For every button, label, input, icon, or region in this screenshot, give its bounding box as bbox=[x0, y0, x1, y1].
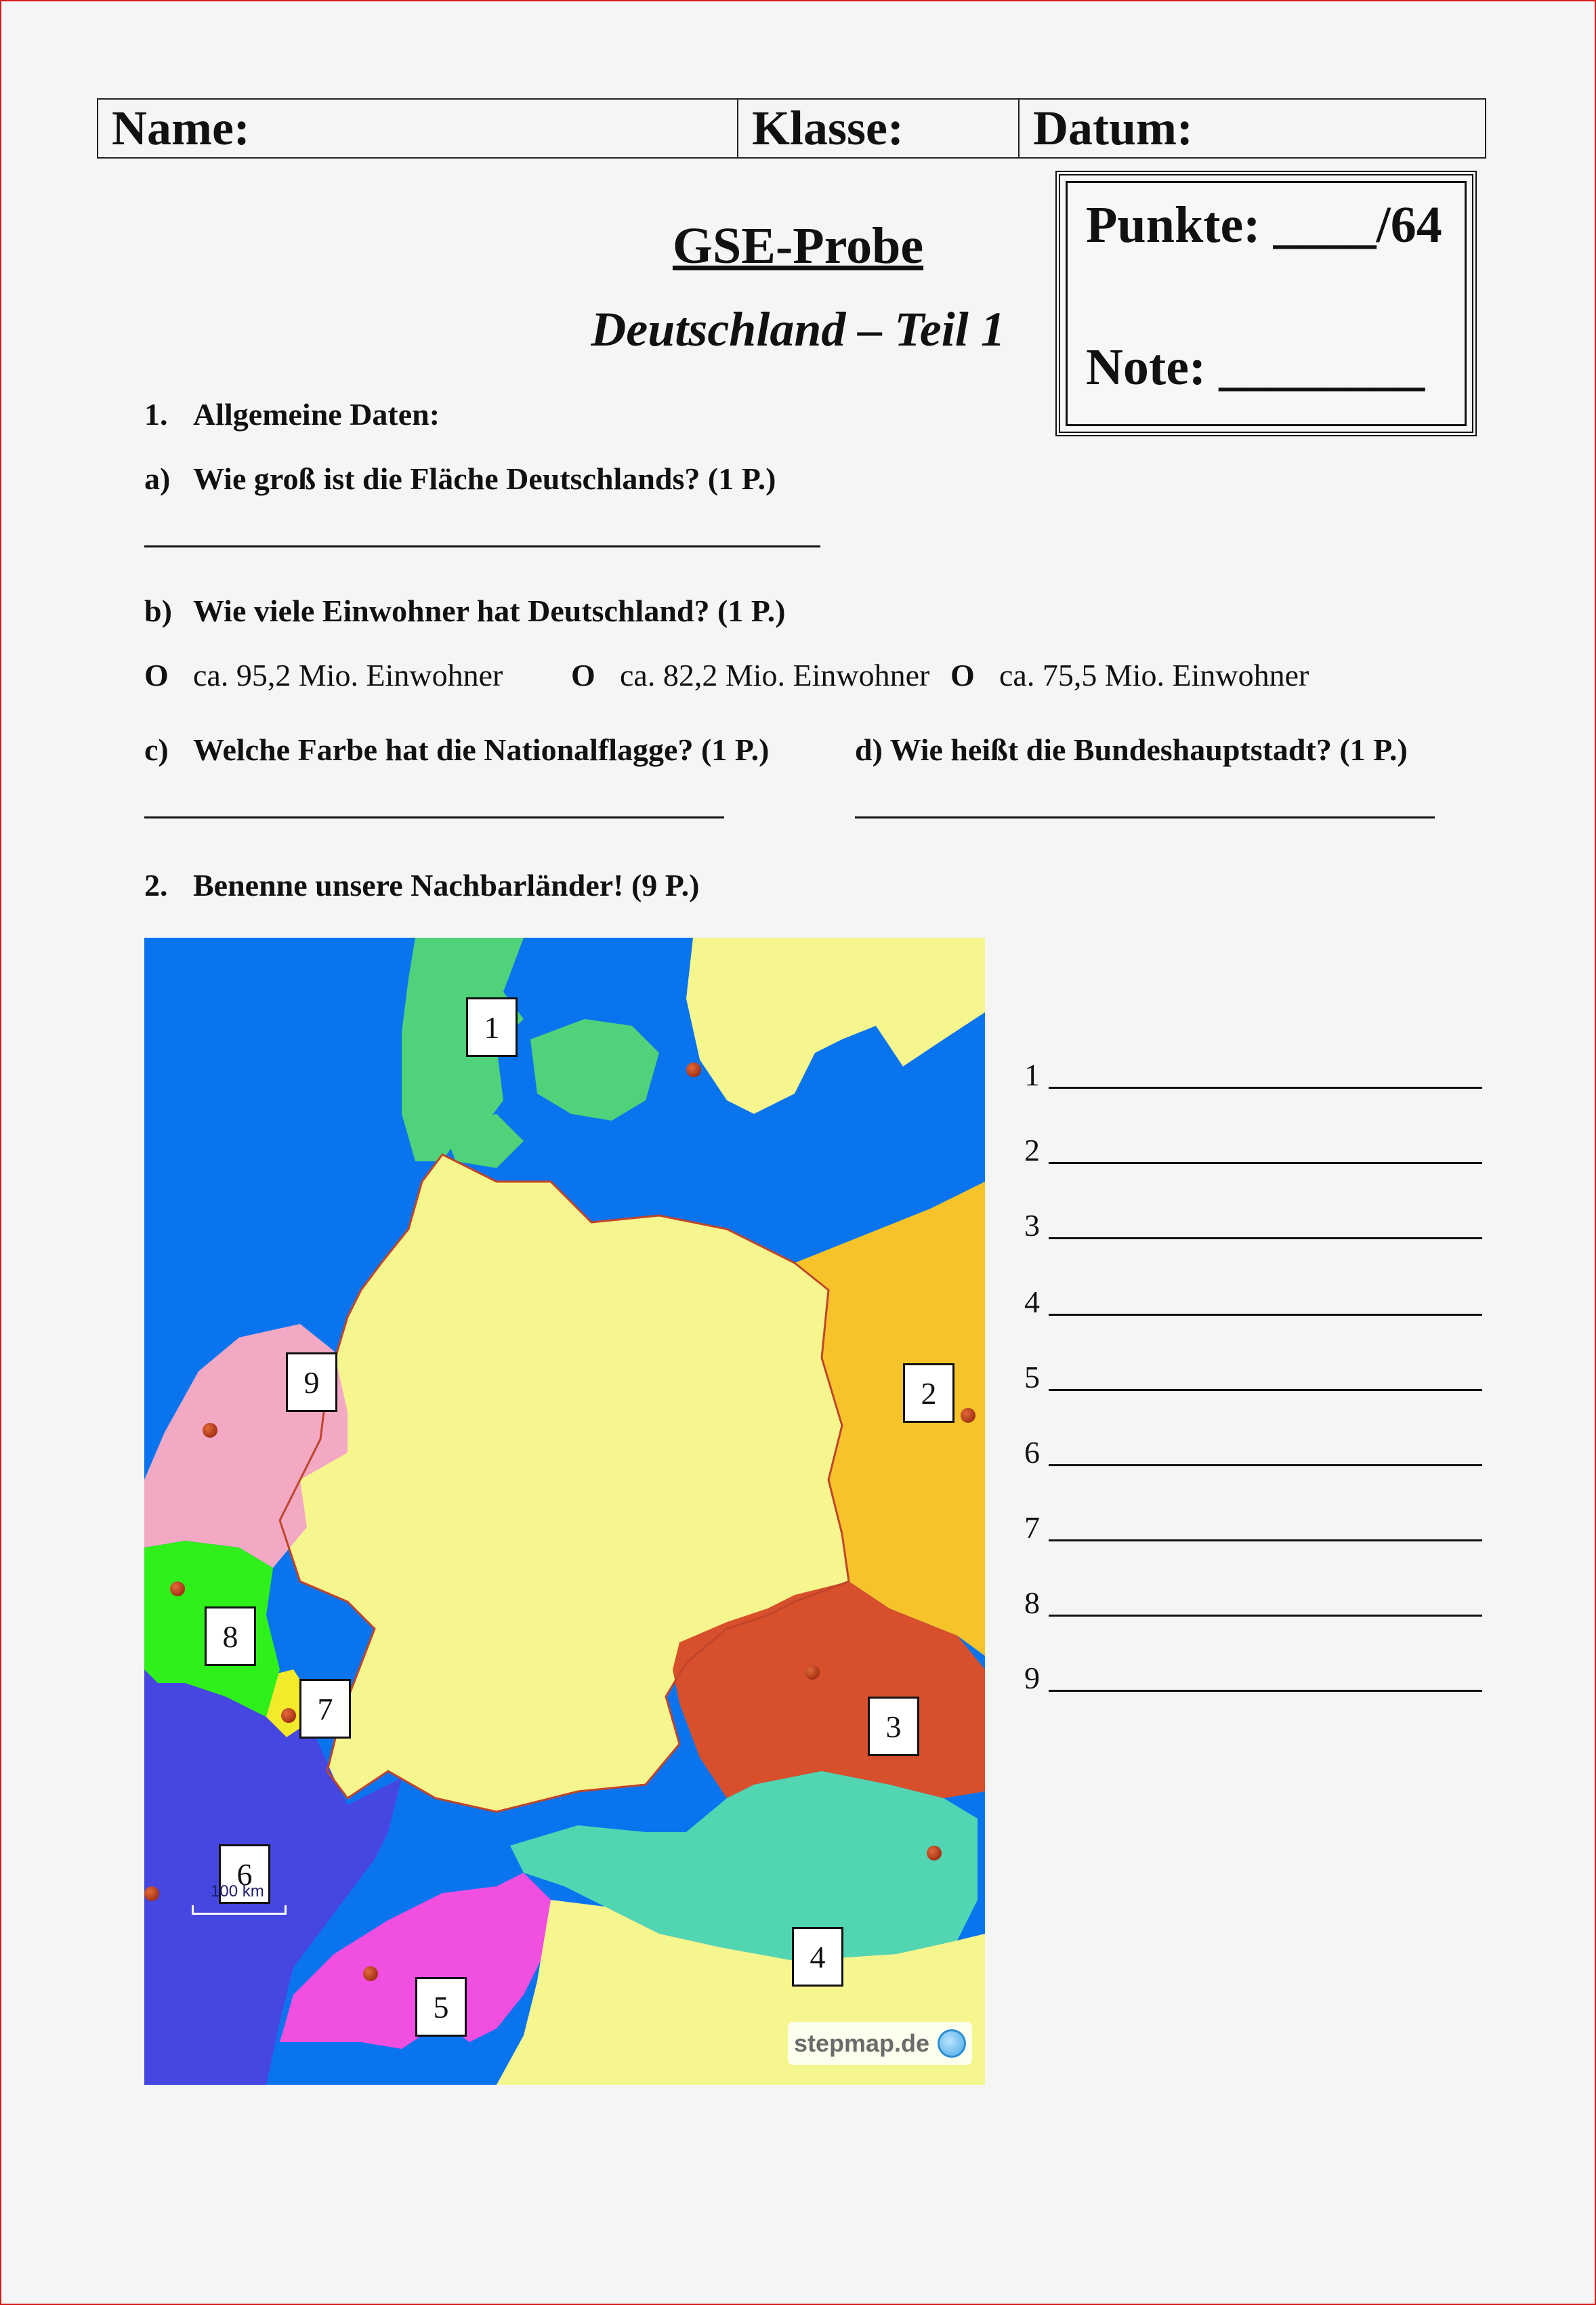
answer-line[interactable] bbox=[1049, 1389, 1482, 1391]
answer-line[interactable] bbox=[1049, 1615, 1482, 1617]
question-a: Wie groß ist die Fläche Deutschlands? (1 P.) bbox=[193, 461, 776, 496]
grade-field[interactable]: Note: ________ bbox=[1086, 339, 1425, 396]
class-field[interactable]: Klasse: bbox=[738, 100, 1020, 157]
option-1-text: ca. 95,2 Mio. Einwohner bbox=[193, 658, 503, 692]
answer-c-line[interactable] bbox=[144, 816, 724, 818]
answer-number: 9 bbox=[1024, 1661, 1040, 1695]
map-label-2: 2 bbox=[903, 1363, 954, 1423]
answer-number: 4 bbox=[1024, 1285, 1040, 1319]
question-b-letter: b) bbox=[144, 594, 172, 628]
option-3-marker[interactable]: O bbox=[950, 658, 975, 692]
answer-line[interactable] bbox=[1049, 1162, 1482, 1164]
map-label-6: 6 bbox=[219, 1844, 270, 1904]
answer-line[interactable] bbox=[1049, 1237, 1482, 1239]
answer-line[interactable] bbox=[1049, 1087, 1482, 1089]
answer-6[interactable] bbox=[1024, 1434, 1040, 1470]
capital-bern-dot bbox=[363, 1966, 378, 1981]
points-field[interactable]: Punkte: ____/64 bbox=[1086, 196, 1442, 253]
map-label-7: 7 bbox=[299, 1679, 351, 1739]
capital-prague-dot bbox=[805, 1665, 820, 1680]
question-d: d) Wie heißt die Bundeshauptstadt? (1 P.) bbox=[855, 732, 1408, 767]
option-2-text: ca. 82,2 Mio. Einwohner bbox=[620, 658, 930, 692]
section2-heading: Benenne unsere Nachbarländer! (9 P.) bbox=[193, 868, 700, 902]
scale-label: 100 km bbox=[211, 1882, 264, 1901]
question-b: Wie viele Einwohner hat Deutschland? (1 P.) bbox=[193, 594, 786, 628]
capital-paris-dot bbox=[144, 1886, 159, 1901]
map-label-3: 3 bbox=[868, 1697, 919, 1756]
answer-4[interactable] bbox=[1024, 1284, 1040, 1320]
capital-copenhagen-dot bbox=[686, 1062, 701, 1077]
question-c: Welche Farbe hat die Nationalflagge? (1 P.) bbox=[193, 732, 770, 767]
capital-amsterdam-dot bbox=[203, 1423, 217, 1438]
capital-warsaw-dot bbox=[961, 1408, 975, 1423]
answer-line[interactable] bbox=[1049, 1464, 1482, 1466]
option-1-marker[interactable]: O bbox=[144, 658, 169, 692]
capital-brussels-dot bbox=[170, 1581, 185, 1596]
answer-1[interactable] bbox=[1024, 1057, 1040, 1093]
option-2-marker[interactable]: O bbox=[571, 658, 595, 692]
page-title: GSE-Probe bbox=[672, 217, 924, 274]
answer-7[interactable] bbox=[1024, 1510, 1040, 1545]
answer-8[interactable] bbox=[1024, 1585, 1040, 1621]
answer-a-line[interactable] bbox=[144, 545, 820, 547]
date-field[interactable]: Datum: bbox=[1033, 101, 1193, 155]
answer-3[interactable] bbox=[1024, 1207, 1040, 1243]
name-field[interactable]: Name: bbox=[98, 100, 738, 157]
answer-9[interactable] bbox=[1024, 1660, 1040, 1696]
section2-number: 2. bbox=[144, 868, 168, 902]
answer-number: 1 bbox=[1024, 1058, 1040, 1092]
answer-number: 5 bbox=[1024, 1360, 1040, 1394]
map-label-1: 1 bbox=[466, 997, 518, 1057]
answer-number: 7 bbox=[1024, 1510, 1040, 1545]
section1-heading: Allgemeine Daten: bbox=[193, 397, 440, 432]
answer-line[interactable] bbox=[1049, 1539, 1482, 1541]
answer-number: 3 bbox=[1024, 1208, 1040, 1243]
globe-icon bbox=[938, 2029, 966, 2058]
capital-luxembourg-dot bbox=[281, 1708, 296, 1723]
capital-vienna-dot bbox=[927, 1846, 942, 1861]
answer-number: 2 bbox=[1024, 1133, 1040, 1167]
map-label-5: 5 bbox=[415, 1977, 467, 2037]
answer-d-line[interactable] bbox=[855, 816, 1435, 818]
stepmap-watermark bbox=[788, 2022, 972, 2065]
option-3-text: ca. 75,5 Mio. Einwohner bbox=[999, 658, 1309, 692]
watermark-text: stepmap.de bbox=[793, 2029, 930, 2057]
answer-5[interactable] bbox=[1024, 1359, 1040, 1395]
neighbour-countries-map bbox=[144, 938, 985, 2085]
map-label-9: 9 bbox=[286, 1352, 337, 1412]
answer-line[interactable] bbox=[1049, 1314, 1482, 1316]
header-table bbox=[97, 98, 1486, 159]
answer-number: 8 bbox=[1024, 1585, 1040, 1620]
scale-bar bbox=[192, 1905, 287, 1915]
answer-2[interactable] bbox=[1024, 1132, 1040, 1168]
page-subtitle: Deutschland – Teil 1 bbox=[591, 302, 1005, 356]
map-label-4: 4 bbox=[792, 1927, 843, 1987]
answer-number: 6 bbox=[1024, 1435, 1040, 1470]
question-a-letter: a) bbox=[144, 461, 171, 496]
map-label-8: 8 bbox=[205, 1606, 256, 1666]
section1-number: 1. bbox=[144, 397, 168, 432]
question-c-letter: c) bbox=[144, 732, 169, 767]
answer-line[interactable] bbox=[1049, 1690, 1482, 1692]
